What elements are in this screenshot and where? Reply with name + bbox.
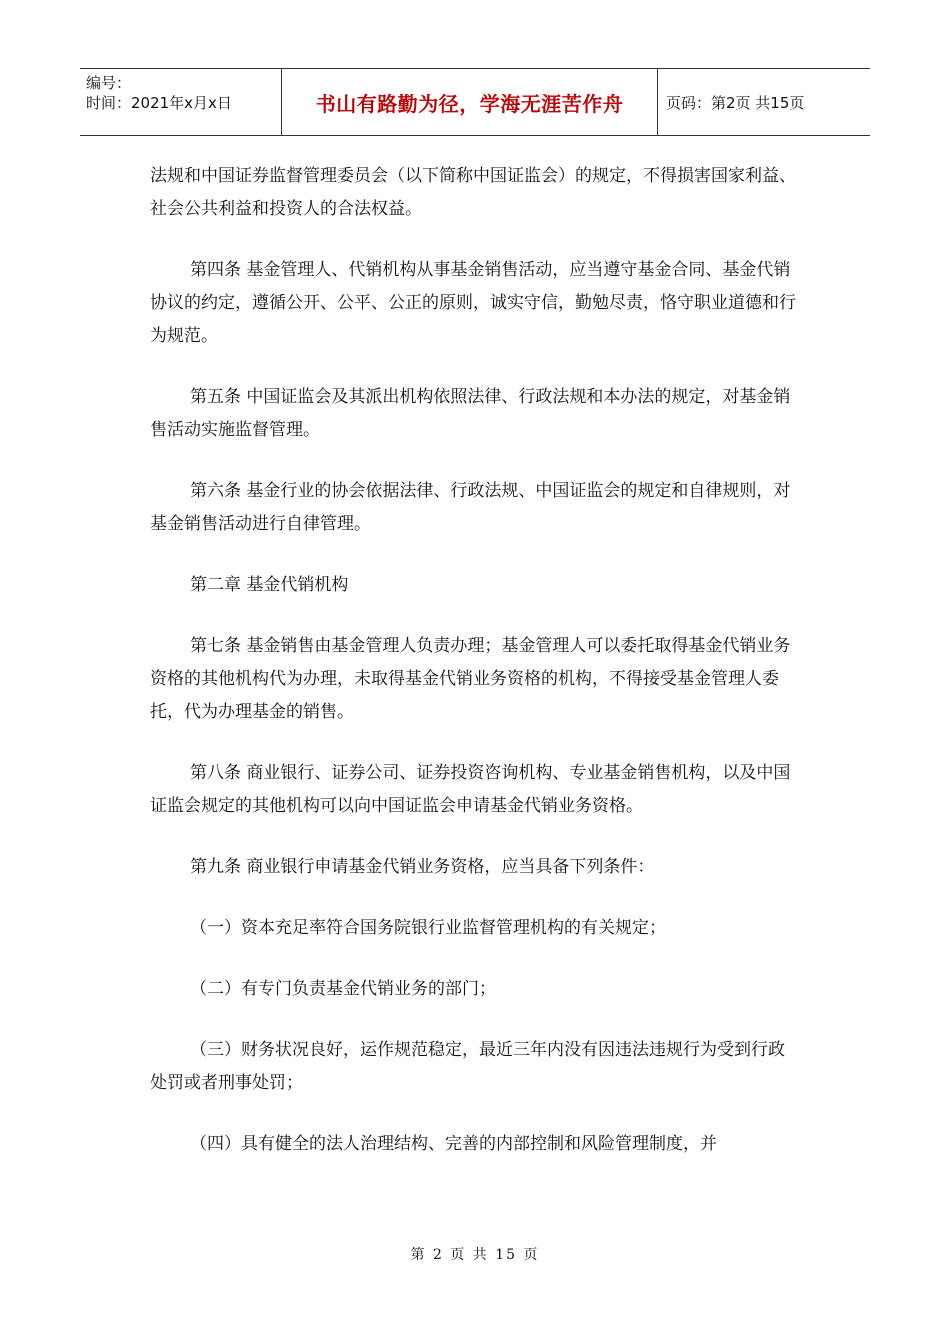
paragraph: 第四条 基金管理人、代销机构从事基金销售活动，应当遵守基金合同、基金代销协议的约定，遵循公开、公平、公正的原则，诚实守信，勤勉尽责，恪守职业道德和行为规范。 [150, 260, 796, 346]
document-time: 时间：2021年x月x日 [86, 94, 232, 112]
page-header [80, 68, 870, 136]
header-motto: 书山有路勤为径，学海无涯苦作舟 [281, 69, 658, 135]
header-meta [80, 69, 281, 135]
header-page-info: 页码：第2页 共15页 [666, 93, 805, 112]
document-number: 编号： [86, 74, 132, 92]
list-item: （二）有专门负责基金代销业务的部门； [190, 979, 496, 999]
paragraph: 法规和中国证券监督管理委员会（以下简称中国证监会）的规定，不得损害国家利益、社会公共利益和投资人的合法权益。 [150, 166, 796, 219]
list-item: （四）具有健全的法人治理结构、完善的内部控制和风险管理制度，并 [190, 1134, 717, 1154]
paragraph: 第六条 基金行业的协会依据法律、行政法规、中国证监会的规定和自律规则，对基金销售活动进行自律管理。 [150, 481, 791, 534]
paragraph: 第九条 商业银行申请基金代销业务资格，应当具备下列条件： [190, 857, 655, 877]
paragraph: 第八条 商业银行、证券公司、证券投资咨询机构、专业基金销售机构，以及中国证监会规定的其他机构可以向中国证监会申请基金代销业务资格。 [150, 763, 791, 816]
chapter-heading: 第二章 基金代销机构 [190, 575, 349, 595]
document-body [150, 160, 800, 1189]
list-item: （三）财务状况良好，运作规范稳定，最近三年内没有因违法违规行为受到行政处罚或者刑事处罚； [150, 1040, 785, 1093]
list-item: （一）资本充足率符合国务院银行业监督管理机构的有关规定； [190, 918, 666, 938]
page-footer: 第 2 页 共 15 页 [410, 1247, 540, 1263]
paragraph: 第五条 中国证监会及其派出机构依照法律、行政法规和本办法的规定，对基金销售活动实施监督管理。 [150, 387, 791, 440]
paragraph: 第七条 基金销售由基金管理人负责办理；基金管理人可以委托取得基金代销业务资格的其他机构代为办理，未取得基金代销业务资格的机构，不得接受基金管理人委托，代为办理基金的销售。 [150, 636, 791, 722]
